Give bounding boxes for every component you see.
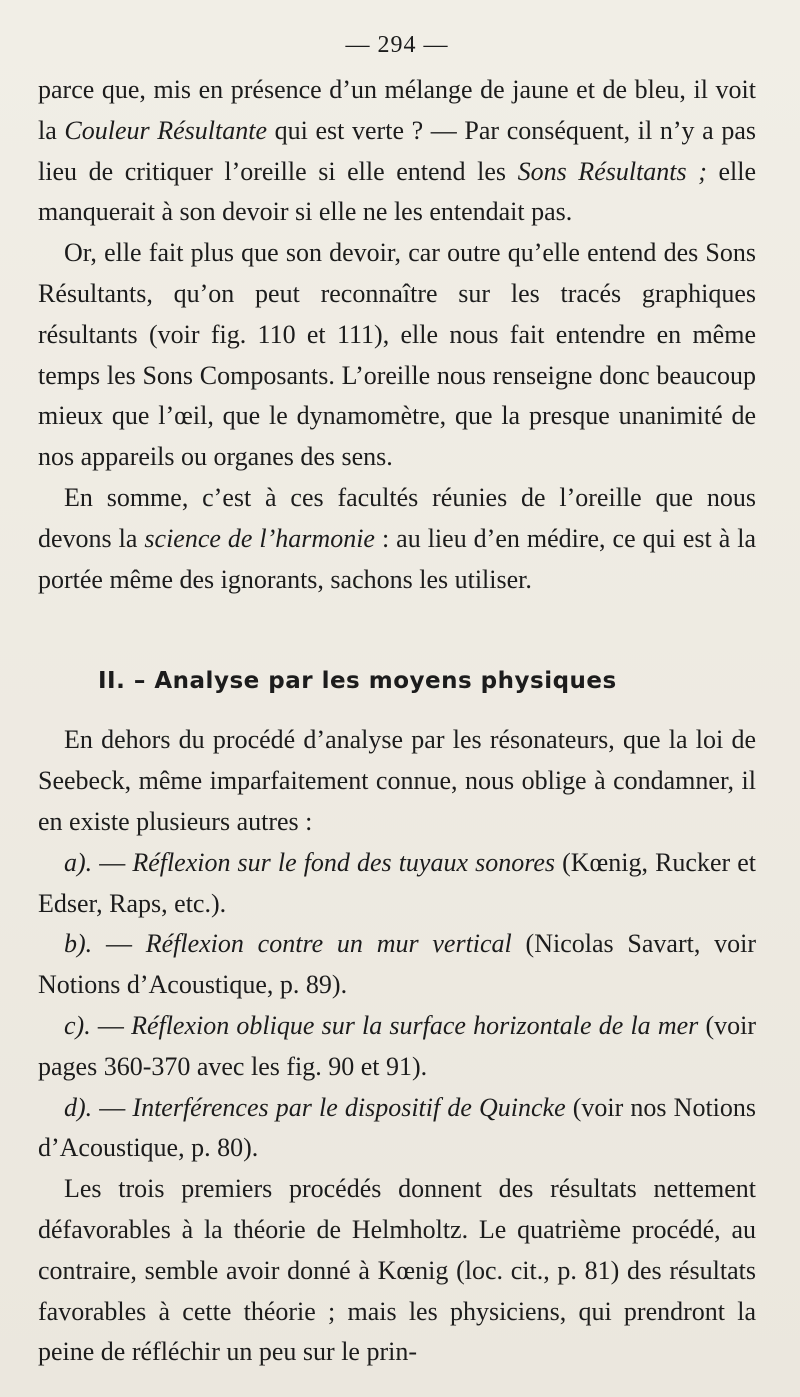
list-item-title: Réflexion contre un mur vertical (145, 929, 512, 959)
paragraph-2: Or, elle fait plus que son devoir, car outre qu’elle entend des Sons Résultants, qu’on peut reconnaître sur les tracés graphiques résultants (voir fig. 110 et 111), elle nous fait entendre en même temps les Sons Composants. L’oreille nous renseigne donc beaucoup mieux que l’œil, que le dynamomètre, que la presque unanimité de nos appareils ou organes des sens. (38, 238, 756, 472)
list-item-c (38, 1006, 756, 1088)
paragraph-1-text-a: parce que, mis en présence d’un mélange de jaune et de bleu, il voit la (38, 75, 756, 145)
list-item-rest: (Kœnig, Rucker et Edser, Raps, etc.). (38, 847, 756, 918)
list-item-dash: — (90, 1010, 132, 1040)
list-item-title: Réflexion sur le fond des tuyaux sonores (132, 847, 556, 877)
list-item-b (38, 924, 756, 1006)
list-item-label: a). (64, 847, 93, 877)
list-item-a (38, 843, 756, 925)
paragraph-3 (38, 478, 756, 600)
list-item-title: Interférences par le dispositif de Quincke (132, 1092, 566, 1122)
paragraph-1 (38, 70, 756, 233)
paragraph-1-text-c: elle manquerait à son devoir si elle ne les entendait pas. (38, 156, 757, 227)
section-heading: II. – Analyse par les moyens physiques (98, 668, 617, 695)
closing-paragraph: Les trois premiers procédés donnent des résultats nettement défavorables à la théorie de Helmholtz. Le quatrième procédé, au contraire, semble avoir donné à Kœnig (loc. cit., p. 81) des résultats favorables à cette théorie ; mais les physiciens, qui prendront la peine de réfléchir un peu sur le prin- (38, 1174, 756, 1367)
paragraph-3-text-a: En somme, c’est à ces facultés réunies de l’oreille que nous devons la (38, 482, 756, 553)
list-item-title: Réflexion oblique sur la surface horizontale de la mer (131, 1010, 699, 1040)
list-item-rest: (voir nos Notions d’Acoustique, p. 80). (38, 1092, 757, 1163)
list-item-rest: (voir pages 360-370 avec les fig. 90 et 91). (38, 1010, 756, 1081)
section-intro: En dehors du procédé d’analyse par les résonateurs, que la loi de Seebeck, même imparfaitement connue, nous oblige à condamner, il en existe plusieurs autres : (38, 725, 756, 836)
list-item-dash: — (92, 847, 133, 877)
list-item-dash: — (92, 929, 146, 959)
paragraph-3-italic: science de l’harmonie (144, 523, 375, 553)
list-item-label: d). (64, 1092, 93, 1122)
paragraph-1-italic-a: Couleur Résultante (64, 115, 268, 145)
list-item-label: c). (64, 1010, 91, 1040)
list-item-rest: (Nicolas Savart, voir Notions d’Acoustique, p. 89). (38, 929, 756, 1000)
paragraph-3-text-b: : au lieu d’en médire, ce qui est à la portée même des ignorants, sachons les utiliser. (38, 523, 756, 594)
list-item-dash: — (92, 1092, 133, 1122)
list-item-d (38, 1088, 756, 1170)
paragraph-1-italic-b: Sons Résultants ; (517, 156, 707, 186)
page-number: — 294 — (345, 32, 449, 58)
paragraph-1-text-b: qui est verte ? — Par conséquent, il n’y a pas lieu de critiquer l’oreille si elle entend les (38, 115, 757, 186)
list-item-label: b). (64, 929, 93, 959)
